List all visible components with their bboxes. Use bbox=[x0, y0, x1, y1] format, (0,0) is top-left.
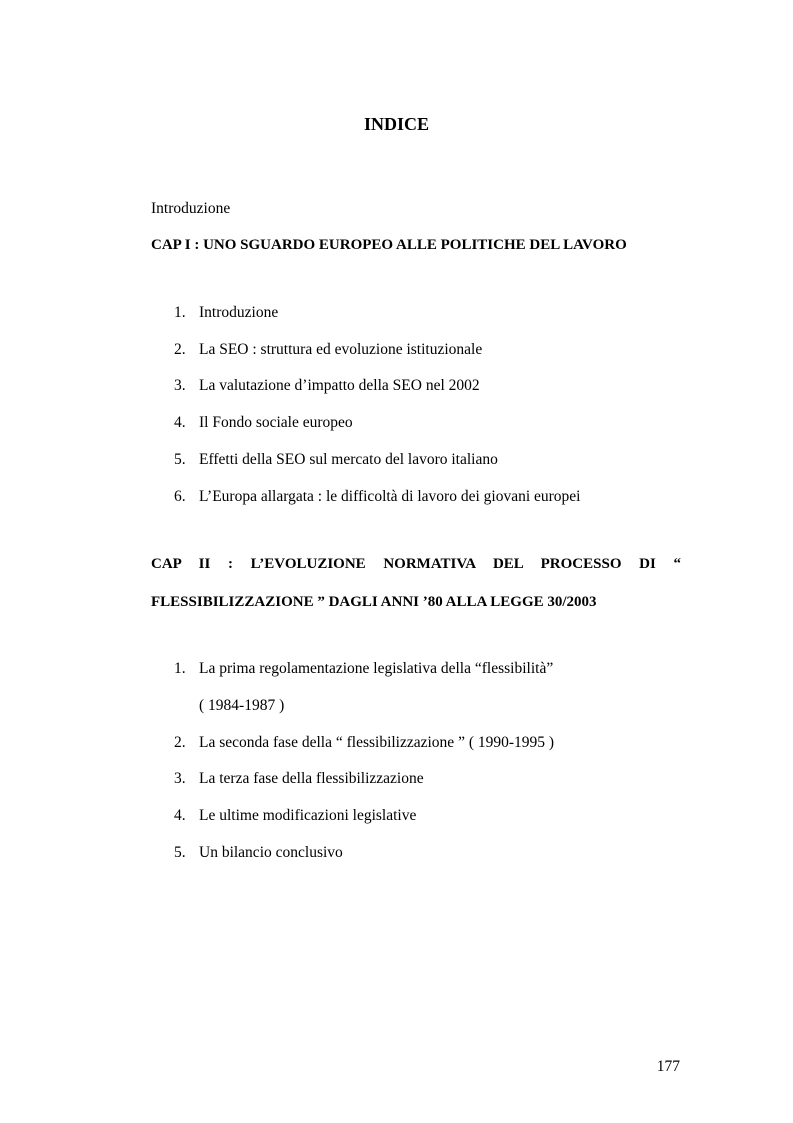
item-number: 5. bbox=[174, 451, 186, 468]
item-text: La SEO : struttura ed evoluzione istituzionale bbox=[199, 341, 483, 358]
chapter-2-item bbox=[174, 769, 424, 789]
introduction-entry: Introduzione bbox=[151, 200, 231, 217]
chapter-1-item bbox=[174, 376, 480, 396]
chapter-2-heading-line-2: FLESSIBILIZZAZIONE ” DAGLI ANNI ’80 ALLA LEGGE 30/2003 bbox=[151, 594, 597, 610]
chapter-1-item bbox=[174, 450, 498, 470]
chapter-1-item bbox=[174, 413, 353, 433]
chapter-1-item bbox=[174, 487, 581, 507]
item-text: Le ultime modificazioni legislative bbox=[199, 807, 417, 824]
page-number: 177 bbox=[656, 1058, 680, 1075]
item-number: 1. bbox=[174, 304, 186, 321]
item-number: 4. bbox=[174, 807, 186, 824]
item-number: 2. bbox=[174, 734, 186, 751]
chapter-2-item bbox=[174, 806, 416, 826]
item-text: La terza fase della flessibilizzazione bbox=[199, 770, 424, 787]
item-number: 3. bbox=[174, 377, 186, 394]
page-title: INDICE bbox=[363, 114, 429, 134]
item-number: 3. bbox=[174, 770, 186, 787]
chapter-2-item bbox=[174, 659, 553, 679]
item-number: 5. bbox=[174, 844, 186, 861]
chapter-1-item bbox=[174, 340, 482, 360]
item-text: Introduzione bbox=[199, 304, 279, 321]
item-text: Il Fondo sociale europeo bbox=[199, 414, 353, 431]
chapter-2-item bbox=[174, 843, 343, 863]
item-number: 1. bbox=[174, 660, 186, 677]
chapter-2-item bbox=[174, 733, 554, 753]
chapter-2-heading-line-1: CAP II : L’EVOLUZIONE NORMATIVA DEL PROCESSO DI “ bbox=[151, 556, 681, 572]
item-text: La seconda fase della “ flessibilizzazione ” ( 1990-1995 ) bbox=[199, 734, 555, 751]
item-number: 4. bbox=[174, 414, 186, 431]
item-continuation: ( 1984-1987 ) bbox=[199, 697, 285, 714]
item-text: Effetti della SEO sul mercato del lavoro italiano bbox=[199, 451, 498, 468]
item-number: 6. bbox=[174, 488, 186, 505]
item-text: La valutazione d’impatto della SEO nel 2002 bbox=[199, 377, 480, 394]
chapter-1-heading: CAP I : UNO SGUARDO EUROPEO ALLE POLITICHE DEL LAVORO bbox=[151, 237, 627, 253]
item-number: 2. bbox=[174, 341, 186, 358]
item-text: L’Europa allargata : le difficoltà di lavoro dei giovani europei bbox=[199, 488, 581, 505]
chapter-1-item bbox=[174, 303, 278, 323]
item-text: La prima regolamentazione legislativa della “flessibilità” bbox=[199, 660, 554, 677]
item-text: Un bilancio conclusivo bbox=[199, 844, 343, 861]
